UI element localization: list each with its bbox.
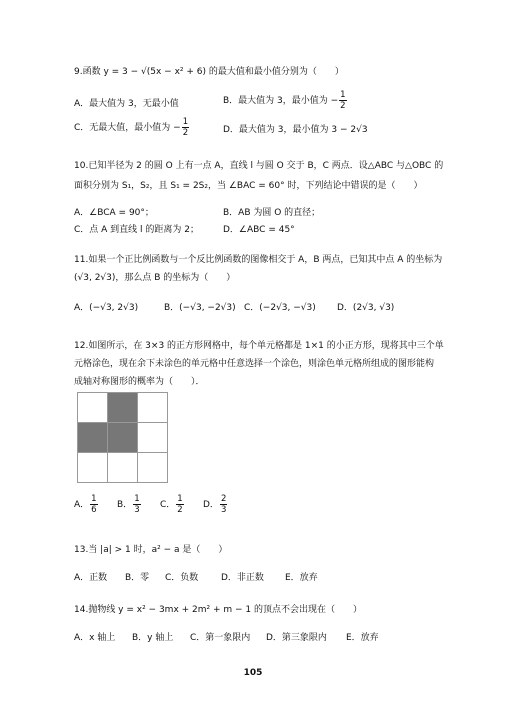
grid-cell <box>138 393 168 423</box>
grid-cell <box>108 453 138 483</box>
fraction-denominator: 2 <box>182 128 189 138</box>
option-fraction <box>220 494 227 515</box>
q11-option-d: D．(2√3, √3) <box>337 303 395 313</box>
option-label: D． <box>203 500 219 510</box>
option-label: B． <box>117 500 133 510</box>
q13-option-c: C．负数 <box>165 573 199 583</box>
q11-option-b: B．(−√3, −2√3) <box>164 303 236 313</box>
q13-stem: 13.当 |a| > 1 时，a² − a 是（ ） <box>74 545 228 555</box>
fraction-numerator: 1 <box>91 494 97 504</box>
q9-option-a: A．最大值为 3，无最小值 <box>74 99 179 109</box>
fraction-numerator: 2 <box>220 494 227 504</box>
q9-stem: 9.函数 y = 3 − √(5x − x² + 6) 的最大值和最小值分别为（ ） <box>74 67 344 77</box>
q9-option-b-text: B．最大值为 3，最小值为 − <box>223 96 339 106</box>
q12-option-d <box>203 494 228 515</box>
q12-grid-figure <box>77 392 168 483</box>
page-number: 105 <box>243 668 263 678</box>
grid-cell <box>78 393 108 423</box>
q14-option-c: C．第一象限内 <box>190 633 251 643</box>
q12-option-a <box>74 494 99 515</box>
q10-option-b: B．AB 为圆 O 的直径； <box>223 208 321 218</box>
grid-cell <box>78 453 108 483</box>
q12-line-1: 12.如图所示，在 3×3 的正方形网格中，每个单元格都是 1×1 的小正方形，现将其中三个单 <box>74 341 444 351</box>
q10-option-d: D．∠ABC = 45° <box>223 225 295 235</box>
option-fraction <box>133 494 140 515</box>
fraction-numerator: 1 <box>340 90 346 100</box>
option-label: C． <box>160 500 176 510</box>
grid-cell <box>138 453 168 483</box>
q11-option-a: A．(−√3, 2√3) <box>74 303 139 313</box>
option-label: A． <box>74 500 90 510</box>
q14-option-a: A．x 轴上 <box>74 633 116 643</box>
q12-line-2: 元格涂色，现在余下未涂色的单元格中任意选择一个涂色，则涂色单元格所组成的图形能构 <box>74 359 435 369</box>
q9-option-c-fraction <box>182 117 189 138</box>
q14-option-d: D．第三象限内 <box>266 633 327 643</box>
q9-option-c-text: C．无最大值，最小值为 − <box>74 123 181 133</box>
grid-cell-shaded <box>108 423 138 453</box>
fraction-denominator: 3 <box>134 505 140 515</box>
fraction-denominator: 2 <box>177 505 183 515</box>
q13-option-b: B．零 <box>125 573 150 583</box>
fraction-denominator: 2 <box>340 101 346 111</box>
fraction-denominator: 3 <box>220 505 227 515</box>
fraction-denominator: 6 <box>91 505 97 515</box>
q12-line-3: 成轴对称图形的概率为（ ）． <box>74 377 205 387</box>
q14-option-b: B．y 轴上 <box>132 633 174 643</box>
grid-cell <box>138 423 168 453</box>
q12-option-c <box>160 494 185 515</box>
grid-cell-shaded <box>108 393 138 423</box>
fraction-numerator: 1 <box>182 117 189 127</box>
q9-option-d: D．最大值为 3，最小值为 3 − 2√3 <box>223 125 368 135</box>
q9-option-b <box>223 90 348 111</box>
q12-option-b <box>117 494 142 515</box>
option-fraction <box>90 494 97 515</box>
option-fraction <box>176 494 183 515</box>
grid-cell-shaded <box>78 423 108 453</box>
q9-option-b-fraction <box>339 90 346 111</box>
q14-option-e: E．放弃 <box>346 633 379 643</box>
q11-line-1: 11.如果一个正比例函数与一个反比例函数的图像相交于 A，B 两点，已知其中点 A 的坐标为 <box>74 255 443 265</box>
q11-option-c: C．(−2√3, −√3) <box>244 303 316 313</box>
q10-line-2: 面积分别为 S₁，S₂，且 S₁ = 2S₂，当 ∠BAC = 60° 时，下列结论中错误的是（ ） <box>74 181 423 191</box>
q10-line-1: 10.已知半径为 2 的圆 O 上有一点 A，直线 l 与圆 O 交于 B，C 两点．设△ABC 与△OBC 的 <box>74 161 444 171</box>
q13-option-e: E．放弃 <box>285 573 318 583</box>
q10-option-a: A．∠BCA = 90°； <box>74 208 154 218</box>
q9-option-c <box>74 117 190 138</box>
fraction-numerator: 1 <box>177 494 183 504</box>
q10-option-c: C．点 A 到直线 l 的距离为 2； <box>74 225 199 235</box>
q13-option-a: A．正数 <box>74 573 108 583</box>
fraction-numerator: 1 <box>134 494 140 504</box>
q11-line-2: (√3, 2√3)，那么点 B 的坐标为（ ） <box>74 273 236 283</box>
q14-stem: 14.抛物线 y = x² − 3mx + 2m² + m − 1 的顶点不会出现在（ ） <box>74 605 363 615</box>
q13-option-d: D．非正数 <box>221 573 264 583</box>
